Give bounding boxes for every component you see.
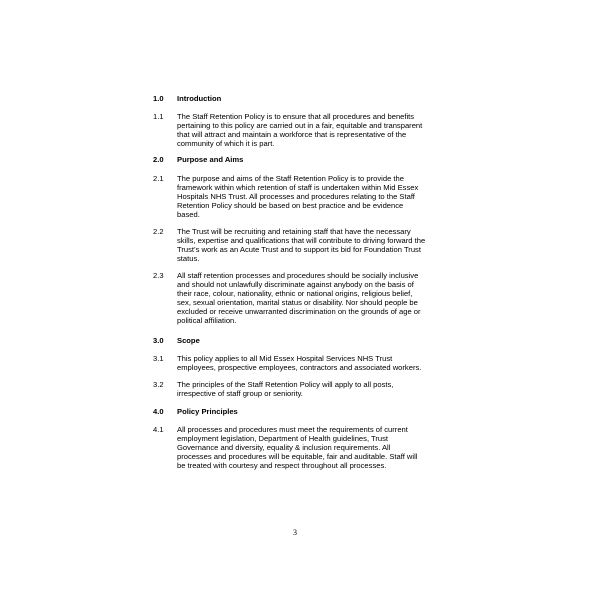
paragraph-text [177,426,417,471]
section-title: Scope [177,336,200,345]
text-line: pertaining to this policy are carried out in a fair, equitable and transparent [177,120,423,130]
paragraph-number: 1.1 [153,112,164,121]
text-line: community of which it is part. [177,138,275,148]
text-line: political affiliation. [177,315,237,325]
text-line: that will attract and maintain a workforce that is representative of the [177,129,407,139]
text-line: sex, sexual orientation, marital status or disability. Nor should people be [177,297,418,307]
section-title: Introduction [177,94,222,103]
section-number: 3.0 [153,336,164,345]
text-line: skills, expertise and qualifications that will contribute to driving forward the [177,235,426,245]
text-line: irrespective of staff group or seniority. [177,388,303,398]
paragraph-text [177,355,421,373]
text-line: status. [177,253,200,263]
text-line: Governance and diversity, equality & inclusion requirements. All [177,442,391,452]
section-number: 4.0 [153,407,164,416]
text-line: All processes and procedures must meet the requirements of current [177,425,408,434]
text-line: framework within which retention of staff is undertaken within Mid Essex [177,182,419,192]
page-number: 3 [293,528,297,537]
paragraph-text [177,272,421,325]
text-line: be treated with courtesy and respect throughout all processes. [177,460,387,470]
text-line: employees, prospective employees, contractors and associated workers. [177,362,422,372]
paragraph-number: 2.1 [153,174,164,183]
text-line: The principles of the Staff Retention Policy will apply to all posts, [177,380,394,389]
section-title: Purpose and Aims [177,155,244,164]
text-line: and should not unlawfully discriminate against anybody on the basis of [177,279,414,289]
text-line: All staff retention processes and procedures should be socially inclusive [177,271,419,280]
paragraph-text [177,228,425,264]
text-line: The purpose and aims of the Staff Retention Policy is to provide the [177,174,404,183]
paragraph-number: 2.3 [153,271,164,280]
text-line: Retention Policy should be based on best practice and be evidence [177,200,404,210]
section-number: 2.0 [153,155,164,164]
text-line: This policy applies to all Mid Essex Hospital Services NHS Trust [177,354,393,363]
text-line: Hospitals NHS Trust. All processes and procedures relating to the Staff [177,191,415,201]
paragraph-number: 2.2 [153,227,164,236]
text-line: processes and procedures will be equitable, fair and auditable. Staff will [177,451,418,461]
paragraph-number: 4.1 [153,425,164,434]
paragraph-text [177,381,393,399]
paragraph-text [177,113,422,149]
paragraph-number: 3.1 [153,354,164,363]
section-title: Policy Principles [177,407,238,416]
text-line: their race, colour, nationality, ethnic or national origins, religious belief, [177,288,413,298]
text-line: The Staff Retention Policy is to ensure that all procedures and benefits [177,112,415,121]
paragraph-text [177,175,418,220]
section-number: 1.0 [153,94,164,103]
text-line: excluded or receive unwarranted discrimination on the grounds of age or [177,306,421,316]
text-line: employment legislation, Department of Health guidelines, Trust [177,433,389,443]
text-line: Trust’s work as an Acute Trust and to support its bid for Foundation Trust [177,244,421,254]
text-line: The Trust will be recruiting and retaining staff that have the necessary [177,227,411,236]
paragraph-number: 3.2 [153,380,164,389]
text-line: based. [177,209,200,219]
